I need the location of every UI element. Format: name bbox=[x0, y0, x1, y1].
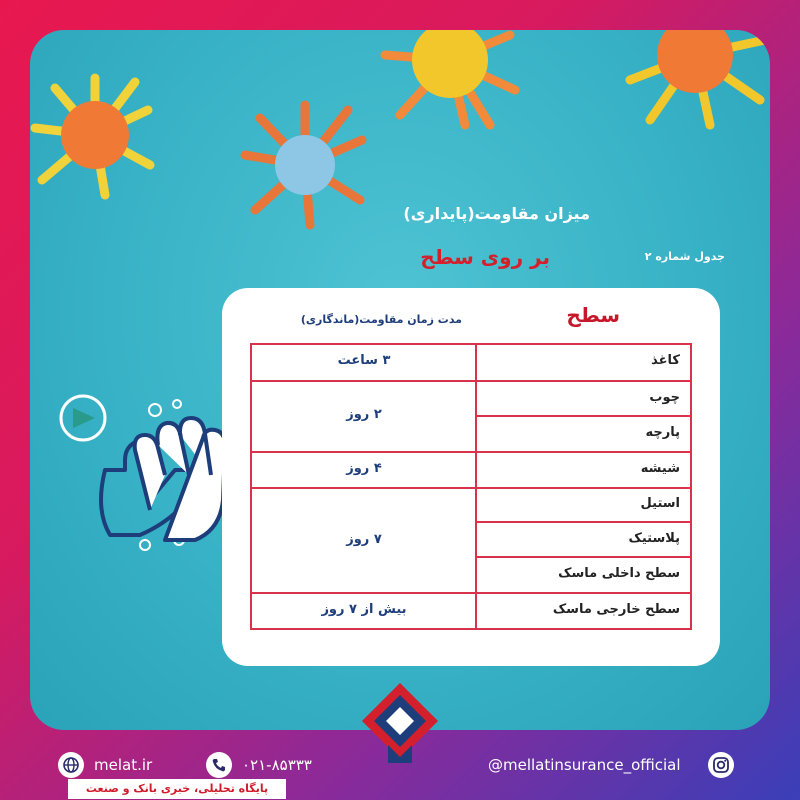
table-cell-surface: پلاستیک bbox=[628, 531, 680, 546]
column-header-surface: سطح bbox=[566, 303, 620, 327]
table-cell-duration: ۴ روز bbox=[346, 461, 382, 476]
table-cell-surface: سطح داخلی ماسک bbox=[558, 566, 680, 581]
table-cell-surface: پارچه bbox=[645, 425, 680, 440]
source-banner: پایگاه تحلیلی، خبری بانک و صنعت bbox=[68, 779, 286, 799]
hand-washing-icon bbox=[55, 390, 245, 560]
instagram-handle[interactable]: @mellatinsurance_official bbox=[488, 756, 681, 774]
table-cell-surface: کاغذ bbox=[651, 353, 680, 368]
phone-number[interactable]: ۰۲۱-۸۵۳۳۳ bbox=[242, 756, 312, 774]
virus-icon bbox=[380, 30, 520, 135]
virus-icon bbox=[30, 70, 160, 200]
table-cell-duration: ۷ روز bbox=[346, 532, 382, 547]
page-title: میزان مقاومت(پایداری) bbox=[403, 204, 590, 223]
table-cell-surface: شیشه bbox=[640, 461, 680, 476]
table-cell-surface: سطح خارجی ماسک bbox=[552, 602, 680, 617]
virus-icon bbox=[240, 100, 370, 230]
table-cell-surface: چوب bbox=[649, 390, 680, 405]
table-cell-duration: ۳ ساعت bbox=[337, 353, 391, 368]
virus-icon bbox=[620, 30, 770, 130]
table-cell-duration: بیش از ۷ روز bbox=[321, 602, 407, 617]
instagram-icon[interactable] bbox=[708, 752, 734, 778]
table-number: جدول شماره ۲ bbox=[644, 250, 725, 263]
column-header-duration: مدت زمان مقاومت(ماندگاری) bbox=[300, 313, 462, 326]
mellat-logo-icon bbox=[362, 683, 438, 773]
page-subtitle: بر روی سطح bbox=[420, 245, 550, 269]
phone-icon[interactable] bbox=[206, 752, 232, 778]
globe-icon[interactable] bbox=[58, 752, 84, 778]
table-cell-duration: ۲ روز bbox=[346, 407, 382, 422]
table-cell-surface: استیل bbox=[640, 496, 680, 511]
website-link[interactable]: melat.ir bbox=[94, 756, 153, 774]
